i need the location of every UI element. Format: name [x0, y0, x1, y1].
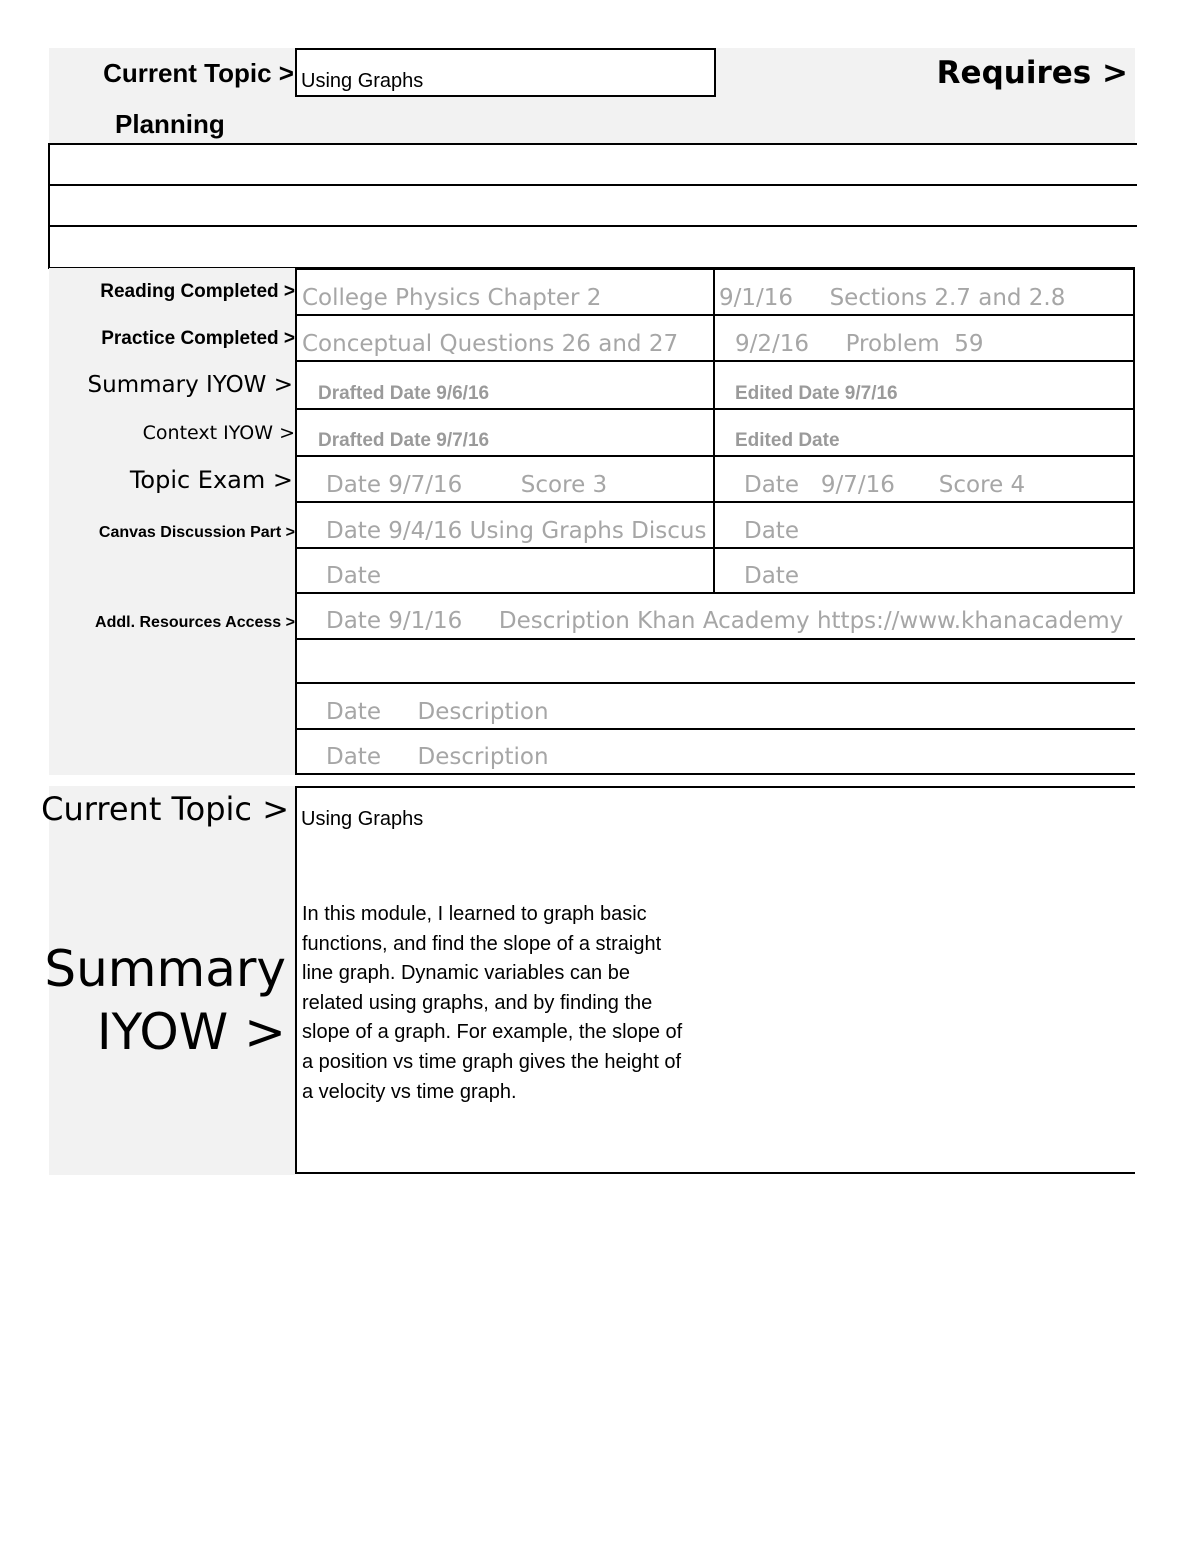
canvas-row2-right[interactable]: Date	[744, 563, 799, 589]
grid-line	[295, 268, 297, 775]
grid-line	[713, 268, 715, 594]
grid-line	[295, 547, 1135, 549]
grid-line	[295, 682, 1135, 684]
grid-line	[295, 455, 1135, 457]
summary-topic-field[interactable]	[295, 786, 1135, 834]
practice-date-problem[interactable]: 9/2/16 Problem 59	[735, 331, 984, 357]
canvas-row1-left[interactable]: Date 9/4/16 Using Graphs Discus	[326, 518, 707, 544]
summary-text-box[interactable]	[295, 832, 1135, 1174]
addl-resources-label: Addl. Resources Access >	[95, 614, 295, 631]
summary-iyow-label: Summary IYOW >	[87, 372, 293, 398]
current-topic-value: Using Graphs	[301, 70, 424, 92]
topic-exam-label: Topic Exam >	[129, 466, 293, 494]
exam-1-date-score[interactable]: Date 9/7/16 Score 3	[326, 472, 608, 498]
context-drafted-date[interactable]: Drafted Date 9/7/16	[318, 430, 490, 451]
grid-line	[295, 773, 1135, 775]
resource-row4[interactable]: Date Description	[326, 744, 549, 770]
requires-label: Requires >	[936, 55, 1128, 91]
grid-line	[295, 314, 1135, 316]
summary-body-text: In this module, I learned to graph basic functions, and find the slope of a straight line graph. Dynamic variables can be related using graphs, and by finding the slope of a graph. For example, the slope of a position vs time graph gives the height of a velocity vs time graph.	[302, 903, 683, 1103]
canvas-row1-right[interactable]: Date	[744, 518, 799, 544]
summary-topic-value: Using Graphs	[301, 808, 424, 830]
planning-row-line	[50, 184, 1137, 186]
resource-row3[interactable]: Date Description	[326, 699, 549, 725]
planning-row-line	[50, 143, 1137, 145]
context-edited-date[interactable]: Edited Date	[735, 430, 840, 451]
current-topic-field[interactable]	[295, 48, 716, 97]
practice-questions[interactable]: Conceptual Questions 26 and 27	[302, 331, 679, 357]
summary-iyow-big-label-2: IYOW >	[96, 1003, 286, 1061]
canvas-row2-left[interactable]: Date	[326, 563, 381, 589]
grid-line	[1133, 268, 1135, 594]
planning-row-line	[50, 225, 1137, 227]
exam-2-date-score[interactable]: Date 9/7/16 Score 4	[744, 472, 1026, 498]
planning-label: Planning	[115, 109, 225, 139]
grid-line	[295, 408, 1135, 410]
grid-line	[295, 501, 1135, 503]
context-iyow-label: Context IYOW >	[142, 422, 295, 444]
grid-line	[295, 728, 1135, 730]
grid-line	[295, 268, 1135, 270]
summary-iyow-big-label-1: Summary	[44, 940, 286, 998]
summary-current-topic-label: Current Topic >	[41, 790, 289, 828]
grid-line	[295, 638, 1135, 640]
current-topic-label: Current Topic >	[103, 58, 294, 88]
summary-edited-date[interactable]: Edited Date 9/7/16	[735, 383, 898, 404]
reading-date-sections[interactable]: 9/1/16 Sections 2.7 and 2.8	[719, 285, 1066, 311]
grid-line	[295, 592, 1135, 594]
resource-row1[interactable]: Date 9/1/16 Description Khan Academy https://www.khanacademy	[326, 608, 1124, 634]
grid-line	[295, 360, 1135, 362]
practice-completed-label: Practice Completed >	[101, 328, 295, 349]
canvas-discussion-label: Canvas Discussion Part >	[98, 524, 295, 541]
reading-completed-label: Reading Completed >	[100, 281, 295, 302]
planning-table	[48, 143, 1135, 269]
summary-drafted-date[interactable]: Drafted Date 9/6/16	[318, 383, 490, 404]
reading-book[interactable]: College Physics Chapter 2	[302, 285, 602, 311]
